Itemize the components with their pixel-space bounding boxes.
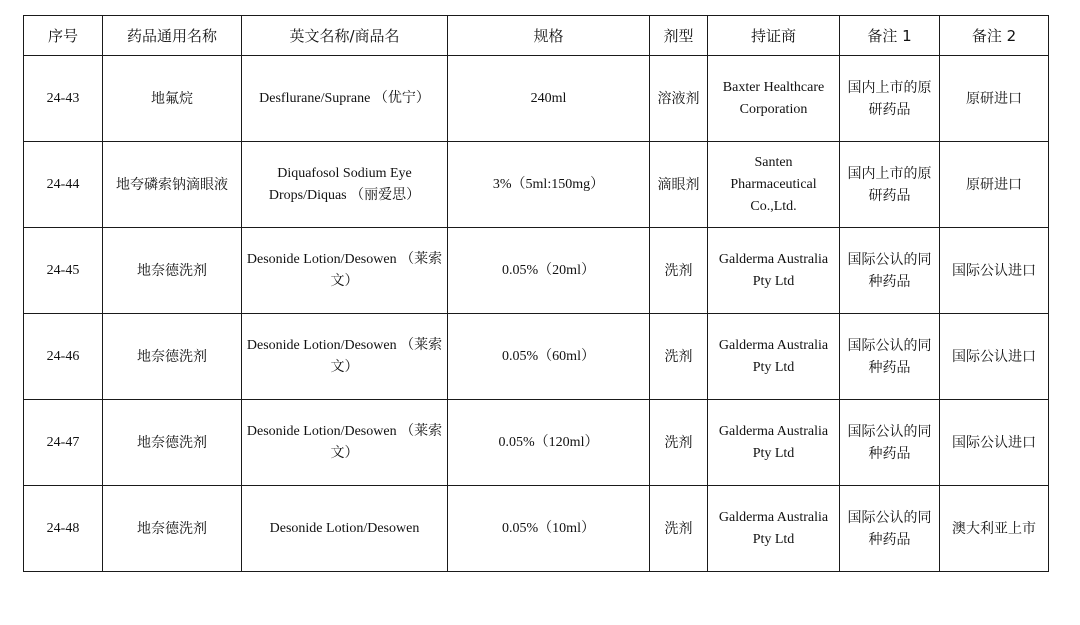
- cell-note2: 澳大利亚上市: [940, 486, 1049, 572]
- header-row: [24, 16, 1049, 56]
- cell-note2: 原研进口: [940, 142, 1049, 228]
- header-form: 剂型: [650, 16, 708, 56]
- cell-holder: Galderma Australia Pty Ltd: [708, 314, 840, 400]
- cell-note2: 国际公认进口: [940, 228, 1049, 314]
- cell-spec: 0.05%（20ml）: [448, 228, 650, 314]
- table-row: [24, 314, 1049, 400]
- cell-english-name: Desonide Lotion/Desowen: [242, 486, 448, 572]
- cell-holder: Galderma Australia Pty Ltd: [708, 486, 840, 572]
- cell-note2: 国际公认进口: [940, 314, 1049, 400]
- cell-generic-name: 地夸磷索钠滴眼液: [103, 142, 242, 228]
- header-note2: 备注 2: [940, 16, 1049, 56]
- header-generic-name: 药品通用名称: [103, 16, 242, 56]
- cell-note2: 原研进口: [940, 56, 1049, 142]
- cell-form: 滴眼剂: [650, 142, 708, 228]
- cell-holder: Galderma Australia Pty Ltd: [708, 228, 840, 314]
- cell-spec: 3%（5ml:150mg）: [448, 142, 650, 228]
- cell-no: 24-43: [24, 56, 103, 142]
- cell-note1: 国际公认的同种药品: [840, 400, 940, 486]
- cell-no: 24-47: [24, 400, 103, 486]
- cell-generic-name: 地奈德洗剂: [103, 314, 242, 400]
- table-row: [24, 400, 1049, 486]
- cell-generic-name: 地氟烷: [103, 56, 242, 142]
- cell-spec: 0.05%（120ml）: [448, 400, 650, 486]
- cell-no: 24-48: [24, 486, 103, 572]
- header-spec: 规格: [448, 16, 650, 56]
- cell-spec: 0.05%（10ml）: [448, 486, 650, 572]
- cell-form: 洗剂: [650, 486, 708, 572]
- cell-english-name: Diquafosol Sodium Eye Drops/Diquas （丽爱思）: [242, 142, 448, 228]
- header-no: 序号: [24, 16, 103, 56]
- cell-note1: 国际公认的同种药品: [840, 314, 940, 400]
- table-row: [24, 228, 1049, 314]
- cell-no: 24-45: [24, 228, 103, 314]
- cell-english-name: Desflurane/Suprane （优宁）: [242, 56, 448, 142]
- cell-english-name: Desonide Lotion/Desowen （莱索文）: [242, 228, 448, 314]
- cell-no: 24-46: [24, 314, 103, 400]
- cell-holder: Santen Pharmaceutical Co.,Ltd.: [708, 142, 840, 228]
- drug-table: [23, 15, 1049, 572]
- cell-form: 洗剂: [650, 228, 708, 314]
- header-holder: 持证商: [708, 16, 840, 56]
- cell-form: 溶液剂: [650, 56, 708, 142]
- cell-form: 洗剂: [650, 314, 708, 400]
- cell-note1: 国际公认的同种药品: [840, 486, 940, 572]
- cell-holder: Baxter Healthcare Corporation: [708, 56, 840, 142]
- header-note1: 备注 1: [840, 16, 940, 56]
- table-row: [24, 56, 1049, 142]
- cell-note1: 国内上市的原研药品: [840, 142, 940, 228]
- cell-holder: Galderma Australia Pty Ltd: [708, 400, 840, 486]
- cell-english-name: Desonide Lotion/Desowen （莱索文）: [242, 400, 448, 486]
- table-row: [24, 486, 1049, 572]
- cell-note2: 国际公认进口: [940, 400, 1049, 486]
- cell-generic-name: 地奈德洗剂: [103, 486, 242, 572]
- cell-spec: 0.05%（60ml）: [448, 314, 650, 400]
- cell-form: 洗剂: [650, 400, 708, 486]
- cell-no: 24-44: [24, 142, 103, 228]
- header-english-name: 英文名称/商品名: [242, 16, 448, 56]
- cell-generic-name: 地奈德洗剂: [103, 228, 242, 314]
- cell-spec: 240ml: [448, 56, 650, 142]
- cell-note1: 国际公认的同种药品: [840, 228, 940, 314]
- table-row: [24, 142, 1049, 228]
- cell-generic-name: 地奈德洗剂: [103, 400, 242, 486]
- cell-english-name: Desonide Lotion/Desowen （莱索文）: [242, 314, 448, 400]
- cell-note1: 国内上市的原研药品: [840, 56, 940, 142]
